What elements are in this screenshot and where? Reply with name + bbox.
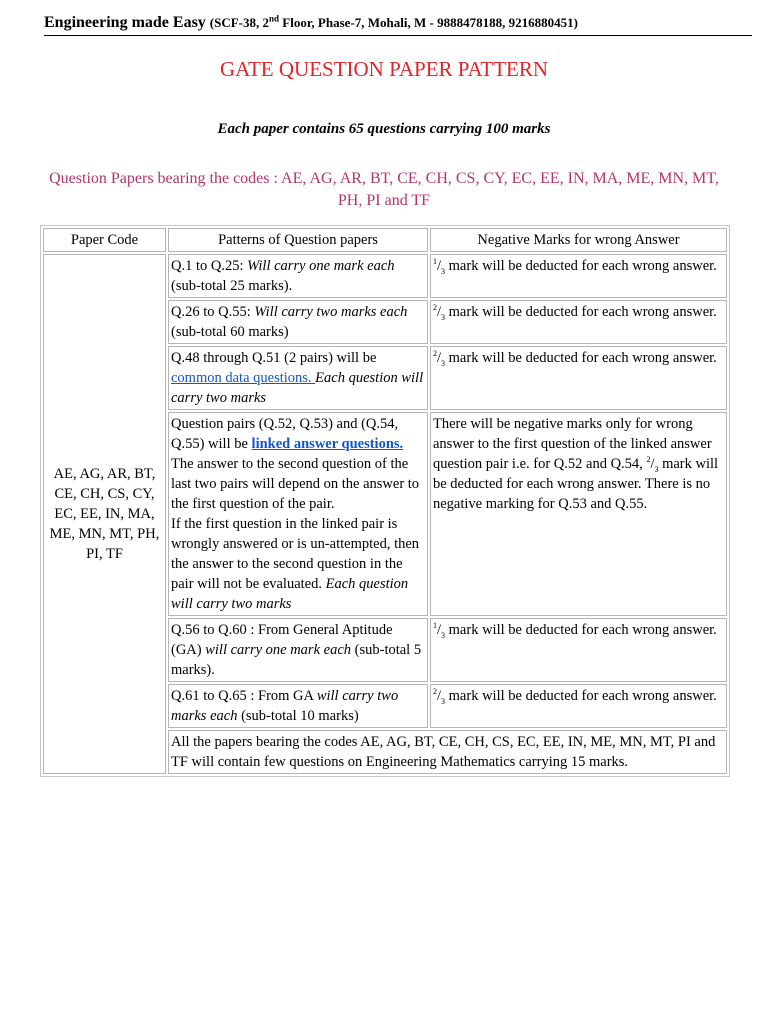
page-subtitle: Each paper contains 65 questions carrying 100 marks <box>217 121 551 137</box>
negative-cell: $^2/_3$ mark will be deducted for each wrong answer. <box>430 300 727 344</box>
negative-cell: $^1/_3$ mark will be deducted for each wrong answer. <box>430 618 727 682</box>
table-row <box>43 254 727 298</box>
col-header-paper-code: Paper Code <box>43 228 166 252</box>
negative-cell: $^2/_3$ mark will be deducted for each wrong answer. <box>430 684 727 728</box>
pattern-cell: Q.61 to Q.65 : From GA will carry two marks each (sub-total 10 marks) <box>168 684 428 728</box>
codes-line: Question Papers bearing the codes : AE, AG, AR, BT, CE, CH, CS, CY, EC, EE, IN, MA, ME, MN, MT, PH, PI and TF <box>49 170 719 209</box>
org-name: Engineering made Easy <box>44 14 206 31</box>
pattern-cell: Q.48 through Q.51 (2 pairs) will be common data questions. Each question will carry two marks <box>168 346 428 410</box>
pattern-cell: Q.56 to Q.60 : From General Aptitude (GA) will carry one mark each (sub-total 5 marks). <box>168 618 428 682</box>
org-address: (SCF-38, 2nd Floor, Phase-7, Mohali, M - 9888478188, 9216880451) <box>209 13 578 30</box>
pattern-cell: Q.26 to Q.55: Will carry two marks each (sub-total 60 marks) <box>168 300 428 344</box>
footer-note-cell: All the papers bearing the codes AE, AG, BT, CE, CH, CS, EC, EE, IN, ME, MN, MT, PI and TF will contain few questions on Engineering Mathematics carrying 15 marks. <box>168 730 727 774</box>
negative-cell-linked: There will be negative marks only for wrong answer to the first question of the linked answer question pair i.e. for Q.52 and Q.54, $^2/_3$ mark will be deducted for each wrong answer. There is no negative marking for Q.53 and Q.55. <box>430 412 727 616</box>
col-header-patterns: Patterns of Question papers <box>168 228 428 252</box>
negative-cell: $^1/_3$ mark will be deducted for each wrong answer. <box>430 254 727 298</box>
pattern-cell-linked: Question pairs (Q.52, Q.53) and (Q.54, Q.55) will be linked answer questions. The answer to the second question of the last two pairs will depend on the answer to the first question of the pair. If the first question in the linked pair is wrongly answered or is un-attempted, then the answer to the second question in the pair will not be evaluated. Each question will carry two marks <box>168 412 428 616</box>
page-header <box>44 14 752 36</box>
linked-answer-questions-link[interactable]: linked answer questions. <box>251 436 404 452</box>
pattern-cell: Q.1 to Q.25: Will carry one mark each (sub-total 25 marks). <box>168 254 428 298</box>
pattern-table <box>40 225 730 777</box>
table-header-row <box>43 228 727 252</box>
common-data-questions-link[interactable]: common data questions. <box>171 370 316 386</box>
page-title: GATE QUESTION PAPER PATTERN <box>219 57 549 81</box>
col-header-negative-marks: Negative Marks for wrong Answer <box>430 228 727 252</box>
negative-cell: $^2/_3$ mark will be deducted for each wrong answer. <box>430 346 727 410</box>
paper-code-cell: AE, AG, AR, BT, CE, CH, CS, CY, EC, EE, IN, MA, ME, MN, MT, PH, PI, TF <box>43 254 166 774</box>
